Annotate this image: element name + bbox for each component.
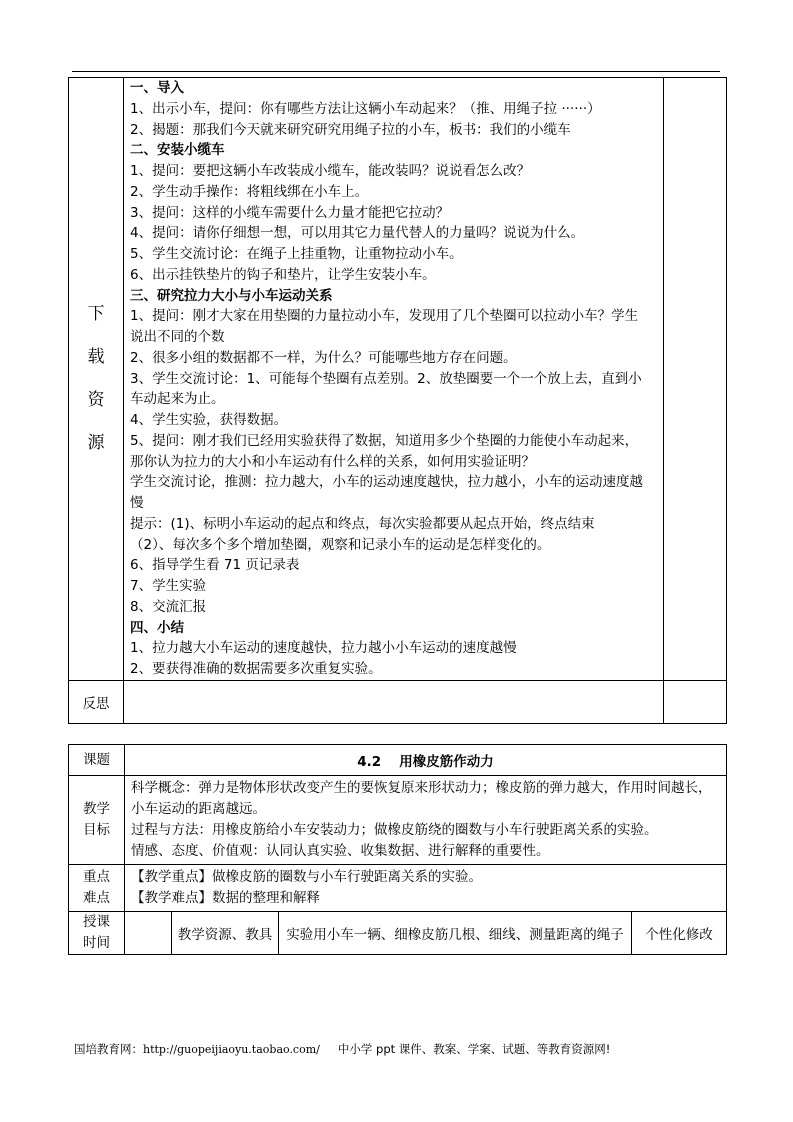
process-line: 5、学生交流讨论：在绳子上挂重物，让重物拉动小车。 (130, 246, 463, 262)
class-time-label: 授课 时间 (69, 912, 125, 955)
process-line: 1、提问：要把这辆小车改装成小缆车，能改装吗？说说看怎么改？ (130, 163, 531, 179)
key-difficult-label: 重点 难点 (69, 865, 125, 912)
resource-label: 教学资源、教具 (172, 912, 279, 955)
process-line: 2、揭题：那我们今天就来研究研究用绳子拉的小车，板书：我们的小缆车 (130, 121, 571, 138)
process-line: 7、学生实验 (130, 578, 207, 594)
teaching-process-content (124, 78, 664, 681)
header-rule (72, 71, 720, 72)
section-heading: 一、导入 (130, 80, 184, 96)
footer-site-label: 国培教育网： (74, 1042, 143, 1056)
process-line: 3、提问：这样的小缆车需要什么力量才能把它拉动？ (130, 204, 450, 221)
lesson-header-table (68, 744, 727, 955)
process-line: 提示：(1)、标明小车运动的起点和终点，每次实验都要从起点开始，终点结束 (130, 515, 595, 532)
process-line: 1、拉力越大小车运动的速度越快，拉力越小小车运动的速度越慢 (130, 640, 517, 657)
process-line: 1、出示小车，提问：你有哪些方法让这辆小车动起来？（推、用绳子拉 ······） (130, 100, 601, 117)
footer-slogan: 中小学 ppt 课件、教案、学案、试题、等教育资源网! (337, 1042, 611, 1056)
resource-value: 实验用小车一辆、细橡皮筋几根、细线、测量距离的绳子 (279, 912, 632, 955)
process-line: 4、学生实验，获得数据。 (130, 412, 288, 428)
reflection-content (124, 680, 664, 723)
section-heading: 四、小结 (130, 619, 184, 636)
process-line: 2、很多小组的数据都不一样，为什么？可能哪些地方存在问题。 (130, 349, 517, 366)
process-line: 那你认为拉力的大小和小车运动有什么样的关系，如何用实验证明？ (130, 453, 535, 470)
notes-column (664, 78, 727, 681)
process-line: 3、学生交流讨论：1、可能每个垫圈有点差别。2、放垫圈要一个一个放上去，直到小 (130, 370, 642, 387)
process-line: （2）、每次多个多个增加垫圈，观察和记录小车的运动是怎样变化的。 (130, 536, 551, 553)
footer-url[interactable]: http://guopeijiaoyu.taobao.com/ (143, 1043, 320, 1056)
topic-label: 课题 (69, 745, 125, 776)
teaching-goal-label: 教学 目标 (69, 776, 125, 865)
process-line: 慢 (130, 495, 144, 511)
section-heading: 二、安装小缆车 (130, 142, 225, 159)
section-heading: 三、研究拉力大小与小车运动关系 (130, 287, 333, 304)
process-line: 6、指导学生看 71 页记录表 (130, 557, 300, 574)
process-line: 学生交流讨论，推测：拉力越大，小车的运动速度越快，拉力越小，小车的运动速度越 (130, 474, 643, 491)
lesson-title: 4.2 用橡皮筋作动力 (125, 745, 727, 776)
process-line: 6、出示挂铁垫片的钩子和垫片，让学生安装小车。 (130, 266, 436, 283)
process-line: 5、提问：刚才我们已经用实验获得了数据，知道用多少个垫圈的力能使小车动起来， (130, 432, 639, 449)
download-resource-label: 下 载 资 源 (69, 78, 124, 681)
process-line: 车动起来为止。 (130, 391, 225, 408)
process-line: 1、提问：刚才大家在用垫圈的力量拉动小车，发现用了几个垫圈可以拉动小车？学生 (130, 308, 639, 325)
personal-edit-label: 个性化修改 (632, 912, 727, 955)
page-footer (74, 1041, 610, 1057)
reflection-label: 反思 (69, 680, 124, 723)
class-time-value (125, 912, 172, 955)
teaching-goal-content: 科学概念：弹力是物体形状改变产生的要恢复原来形状动力；橡皮筋的弹力越大，作用时间越长， 小车运动的距离越远。 过程与方法：用橡皮筋给小车安装动力；做橡皮筋绕的圈数与小车行驶距离关系的实验。 情感、态度、价值观：认同认真实验、收集数据、进行解释的重要性。 (125, 776, 727, 865)
process-line: 说出不同的个数 (130, 329, 225, 345)
process-line: 2、学生动手操作：将粗线绑在小车上。 (130, 183, 369, 200)
key-difficult-content: 【教学重点】做橡皮筋的圈数与小车行驶距离关系的实验。 【教学难点】数据的整理和解释 (125, 865, 727, 912)
lesson-process-table (68, 77, 727, 724)
reflection-empty (664, 680, 727, 723)
process-line: 4、提问：请你仔细想一想，可以用其它力量代替人的力量吗？说说为什么。 (130, 225, 585, 242)
process-line: 2、要获得准确的数据需要多次重复实验。 (130, 661, 382, 677)
process-line: 8、交流汇报 (130, 598, 207, 615)
